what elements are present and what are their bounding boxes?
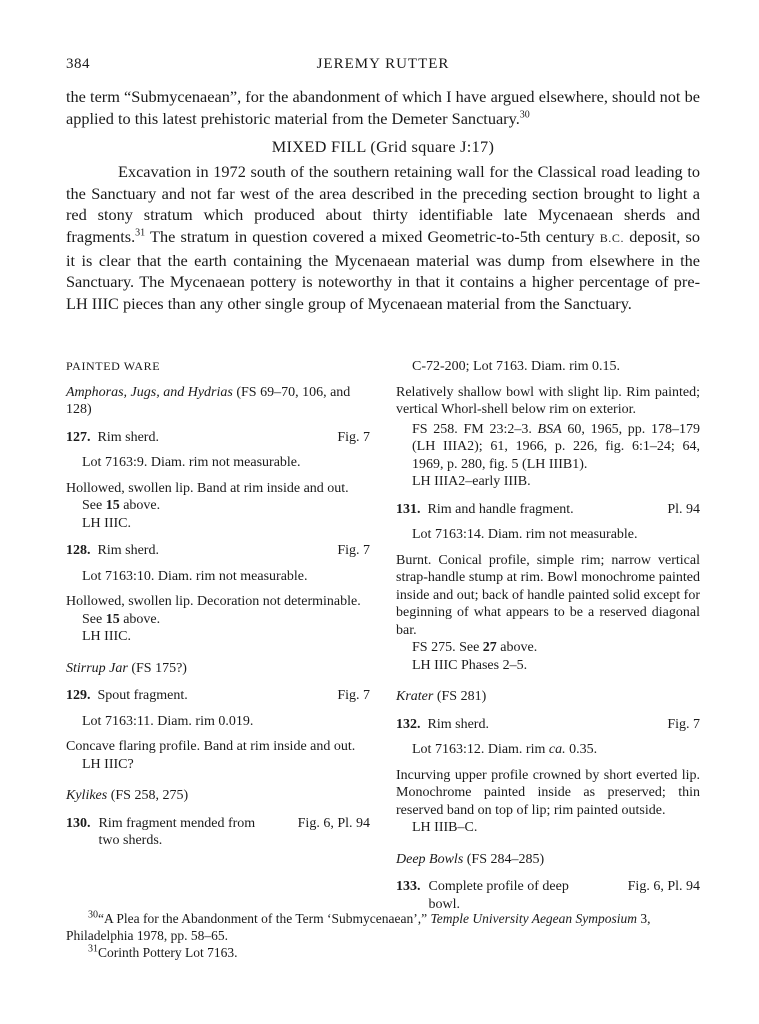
group-heading-deep-bowls: Deep Bowls (FS 284–285): [396, 851, 545, 867]
group-heading-kylikes: Kylikes (FS 258, 275): [66, 788, 189, 803]
figure-ref[interactable]: Fig. 7: [337, 543, 370, 558]
catalogue-left-column: [66, 358, 370, 850]
figure-ref[interactable]: Fig. 7: [337, 688, 370, 703]
figure-ref[interactable]: Fig. 6, Pl. 94: [297, 815, 370, 831]
catalogue-entry-132: 132. Rim sherd. Fig. 7 Lot 7163:12. Diam. rim ca. 0.35. Incurving upper profile crowned by short everted lip. Monochrome painted inside as preserved; thin reserved band on top of lip; rim painted outside. LH IIIB–C.: [396, 716, 700, 835]
running-header: [66, 56, 700, 78]
footnote-30: $^{30}$“A Plea for the Abandonment of the Term ‘Submycenaean’,” Temple University Aegean Symposium 3, Philadelphia 1978, pp. 58–65.: [66, 909, 651, 943]
catalogue-entry-131: 131. Rim and handle fragment. Pl. 94 Lot 7163:14. Diam. rim not measurable. Burnt. Conical profile, simple rim; narrow vertical strap-handle stump at rim. Bowl monochrome painted inside and out; back of handle painted solid except for beginning of what appears to be a reserved diagonal bar. FS 275. See 27 above. LH IIIC Phases 2–5.: [396, 501, 700, 673]
figure-ref[interactable]: Fig. 7: [337, 429, 370, 445]
footnotes: [66, 910, 700, 961]
group-heading-amphoras: Amphoras, Jugs, and Hydrias (FS 69–70, 106, and 128): [66, 384, 351, 417]
group-heading-stirrup-jar: Stirrup Jar (FS 175?): [66, 660, 187, 676]
catalogue-entry-133: 133. Complete profile of deep bowl. Fig. 6, Pl. 94: [396, 879, 700, 912]
figure-ref[interactable]: Fig. 7: [667, 716, 700, 732]
page-body: [66, 56, 700, 314]
painted-ware-heading: PAINTED WARE: [66, 359, 161, 373]
catalogue-entry-128: 128. Rim sherd. Fig. 7 Lot 7163:10. Diam. rim not measurable. Hollowed, swollen lip. Decoration not determinable. See 15 above. LH IIIC.: [66, 543, 370, 644]
section-paragraph: Excavation in 1972 south of the southern retaining wall for the Classical road leading to the Sanctuary and not far west of the area described in the preceding section brought to light a red stony stratum which produced about thirty identifiable late Mycenaean sherds and fragments.$^{31}$ The stratum in question covered a mixed Geometric-to-5th century B.C. deposit, so it is clear that the earth containing the Mycenaean material was dump from elsewhere in the Sanctuary. The Mycenaean pottery is noteworthy in that it contains a higher percentage of pre-LH IIIC pieces than any other single group of Mycenaean material from the Sanctuary.: [66, 162, 700, 313]
group-heading-krater: Krater (FS 281): [396, 689, 487, 704]
intro-paragraph: the term “Submycenaean”, for the abandonment of which I have argued elsewhere, should not be applied to this latest prehistoric material from the Demeter Sanctuary.$^{30}$: [66, 87, 700, 128]
figure-ref[interactable]: Fig. 6, Pl. 94: [627, 879, 700, 894]
footnote-ref-30[interactable]: 30: [519, 109, 530, 121]
section-heading: MIXED FILL (Grid square J:17): [271, 137, 495, 157]
footnote-31: $^{31}$Corinth Pottery Lot 7163.: [88, 943, 238, 960]
running-author: JEREMY RUTTER: [316, 56, 450, 72]
figure-ref[interactable]: Pl. 94: [667, 501, 700, 517]
page-number: 384: [66, 56, 90, 72]
catalogue-entry-127: 127. Rim sherd. Fig. 7 Lot 7163:9. Diam. rim not measurable. Hollowed, swollen lip. Band at rim inside and out. See 15 above. LH IIIC.: [66, 429, 370, 531]
catalogue-entry-129: 129. Spout fragment. Fig. 7 Lot 7163:11. Diam. rim 0.019. Concave flaring profile. Band at rim inside and out. LH IIIC?: [66, 688, 370, 772]
catalogue-right-column: [396, 358, 700, 913]
catalogue-entry-130-continued: C-72-200; Lot 7163. Diam. rim 0.15. Relatively shallow bowl with slight lip. Rim painted; vertical Whorl-shell below rim on exterior. FS 258. FM 23:2–3. BSA 60, 1965, pp. 178–179 (LH IIIA2); 61, 1966, p. 226, fig. 6:1–24; 64, 1969, p. 280, fig. 5 (LH IIIB1). LH IIIA2–early IIIB.: [396, 359, 700, 489]
catalogue-entry-130: 130. Rim fragment mended from two sherds. Fig. 6, Pl. 94: [66, 815, 370, 848]
footnote-ref-31[interactable]: 31: [135, 227, 146, 239]
